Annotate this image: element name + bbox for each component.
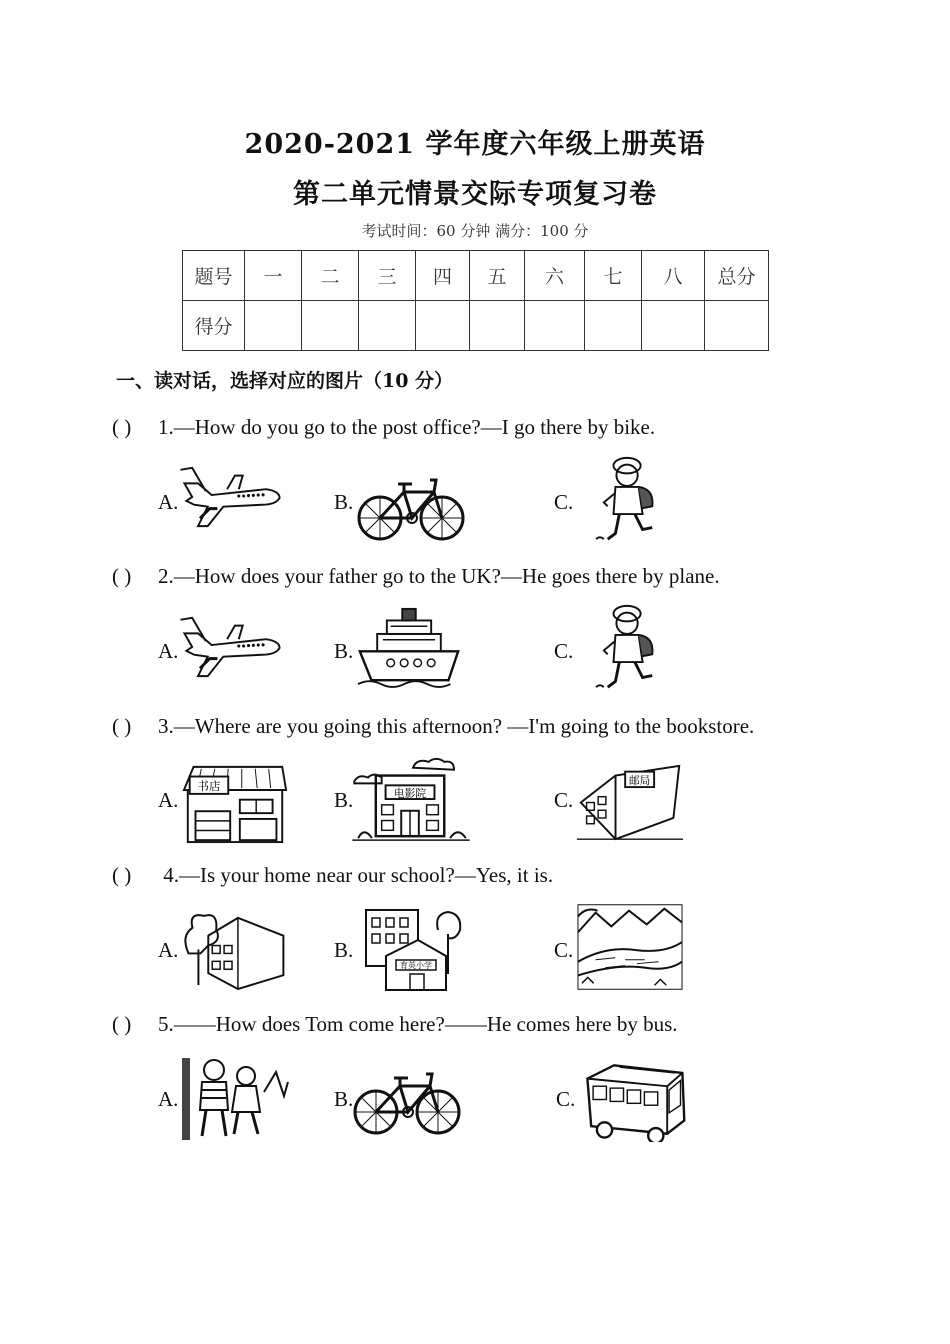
bicycle-icon <box>352 1060 462 1140</box>
option-label-a: A. <box>158 938 179 962</box>
option-label-b: B. <box>334 938 354 962</box>
option-label-a: A. <box>158 490 179 514</box>
score-input-cell[interactable] <box>302 301 359 351</box>
bicycle-icon <box>356 466 466 546</box>
score-input-cell[interactable] <box>585 301 642 351</box>
option-label-c: C. <box>554 490 574 514</box>
score-input-cell[interactable] <box>416 301 470 351</box>
walking-boy-icon <box>590 454 668 546</box>
table-cell: 总分 <box>705 251 769 301</box>
question-1 <box>112 415 655 440</box>
score-input-cell[interactable] <box>245 301 302 351</box>
table-cell: 四 <box>416 251 470 301</box>
answer-blank[interactable]: ( ) <box>112 415 132 439</box>
bookstore-icon <box>182 762 288 846</box>
question-2 <box>112 564 720 589</box>
ship-icon <box>356 604 462 688</box>
option-label-b: B. <box>334 1087 354 1111</box>
section-heading: 一、读对话，选择对应的图片（10 分） <box>116 370 454 392</box>
score-table-header-row <box>183 251 769 301</box>
option-label-a: A. <box>158 1087 179 1111</box>
score-input-cell[interactable] <box>705 301 769 351</box>
score-input-cell[interactable] <box>359 301 416 351</box>
option-label-b: B. <box>334 788 354 812</box>
river-landscape-icon <box>576 902 684 992</box>
option-label-c: C. <box>554 938 574 962</box>
table-cell: 一 <box>245 251 302 301</box>
question-5 <box>112 1012 678 1037</box>
score-table <box>182 250 769 351</box>
option-label-c: C. <box>556 1087 576 1111</box>
post-office-icon <box>576 762 684 844</box>
score-input-cell[interactable] <box>525 301 585 351</box>
question-3 <box>112 714 754 739</box>
exam-info: 考试时间：60 分钟 满分：100 分 <box>361 222 589 240</box>
title-line-1: 2020-2021 学年度六年级上册英语 <box>244 129 706 160</box>
score-table-score-row <box>183 301 769 351</box>
cinema-icon <box>352 756 470 844</box>
walking-boy-icon <box>590 602 668 694</box>
children-walking-icon <box>180 1052 290 1142</box>
table-cell: 得分 <box>183 301 245 351</box>
airplane-icon <box>178 612 286 680</box>
answer-blank[interactable]: ( ) <box>112 564 132 588</box>
question-text: 3.—Where are you going this afternoon? —I'm going to the bookstore. <box>158 714 755 738</box>
question-text: 2.—How does your father go to the UK?—He goes there by plane. <box>158 564 720 588</box>
option-label-a: A. <box>158 788 179 812</box>
table-cell: 六 <box>525 251 585 301</box>
airplane-icon <box>178 462 286 530</box>
table-cell: 七 <box>585 251 642 301</box>
question-text: 1.—How do you go to the post office?—I go there by bike. <box>158 415 656 439</box>
table-cell: 八 <box>642 251 705 301</box>
title-line-2: 第二单元情景交际专项复习卷 <box>293 179 657 210</box>
score-input-cell[interactable] <box>470 301 525 351</box>
question-text: 5.——How does Tom come here?——He comes here by bus. <box>158 1012 678 1036</box>
option-label-c: C. <box>554 639 574 663</box>
question-text: 4.—Is your home near our school?—Yes, it is. <box>158 863 554 887</box>
answer-blank[interactable]: ( ) <box>112 863 132 887</box>
score-input-cell[interactable] <box>642 301 705 351</box>
table-cell: 题号 <box>183 251 245 301</box>
table-cell: 五 <box>470 251 525 301</box>
bus-icon <box>576 1058 690 1142</box>
option-label-b: B. <box>334 490 354 514</box>
table-cell: 二 <box>302 251 359 301</box>
option-label-a: A. <box>158 639 179 663</box>
answer-blank[interactable]: ( ) <box>112 714 132 738</box>
answer-blank[interactable]: ( ) <box>112 1012 132 1036</box>
option-label-b: B. <box>334 639 354 663</box>
option-label-c: C. <box>554 788 574 812</box>
school-icon <box>356 904 466 994</box>
apartment-building-icon <box>178 906 288 990</box>
table-cell: 三 <box>359 251 416 301</box>
question-4 <box>112 863 553 888</box>
